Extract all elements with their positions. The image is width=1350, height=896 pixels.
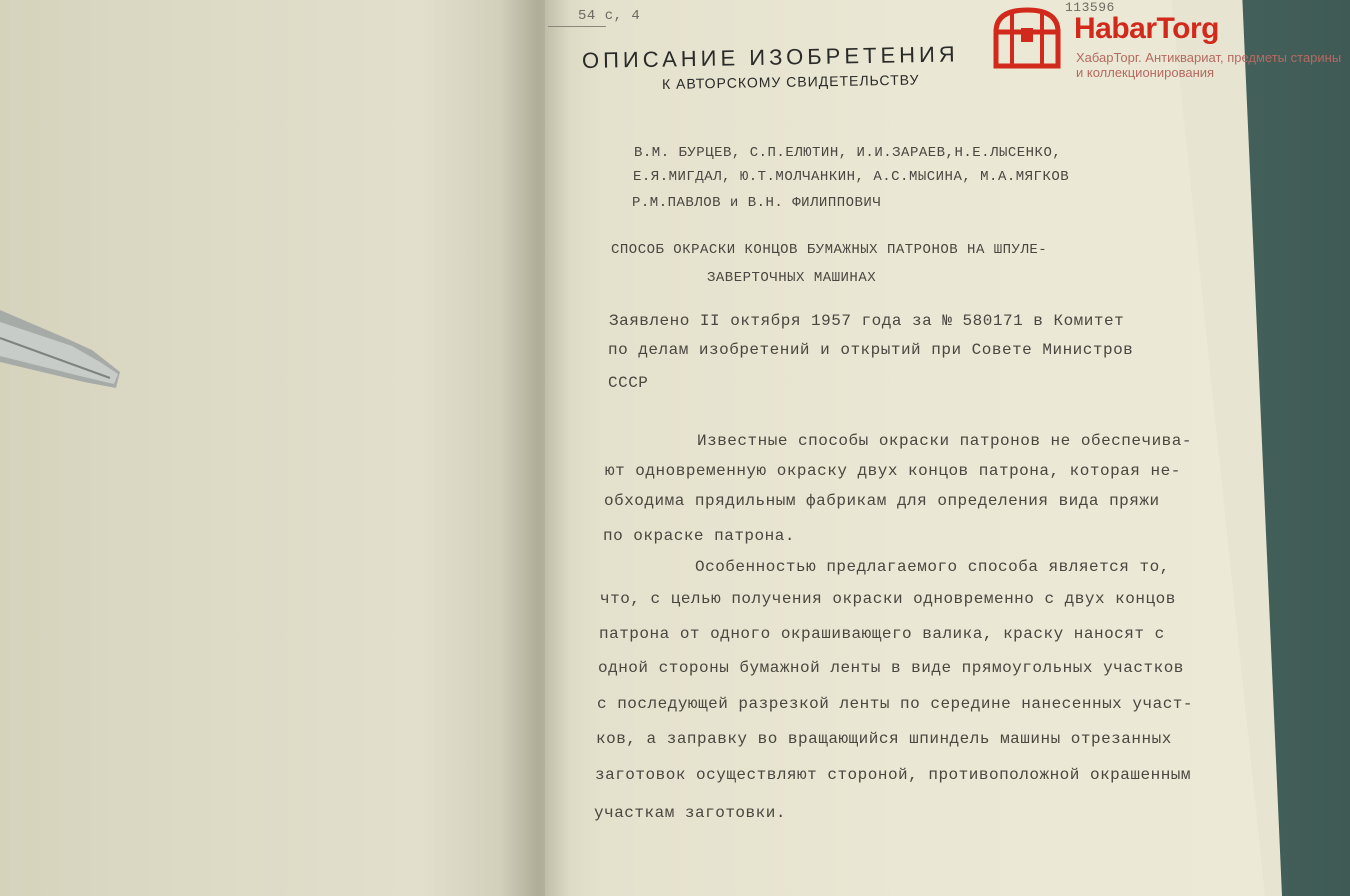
filing-line-1: Заявлено II октября 1957 года за № 580171 в Комитет bbox=[609, 312, 1125, 330]
paragraph2-line-5: с последующей разрезкой ленты по середине нанесенных участ- bbox=[597, 695, 1193, 713]
top-rule bbox=[548, 26, 606, 27]
habartorg-watermark bbox=[988, 4, 1348, 84]
paragraph2-line-2: что, с целью получения окраски одновременно с двух концов bbox=[600, 590, 1176, 608]
paragraph2-line-6: ков, а заправку во вращающийся шпиндель машины отрезанных bbox=[596, 730, 1172, 748]
authors-line-2: Е.Я.МИГДАЛ, Ю.Т.МОЛЧАНКИН, А.С.МЫСИНА, М.А.МЯГКОВ bbox=[633, 169, 1070, 185]
paragraph2-line-4: одной стороны бумажной ленты в виде прямоугольных участков bbox=[598, 659, 1184, 677]
paragraph2-line-7: заготовок осуществляют стороной, противоположной окрашенным bbox=[595, 766, 1191, 784]
title-line-1: СПОСОБ ОКРАСКИ КОНЦОВ БУМАЖНЫХ ПАТРОНОВ НА ШПУЛЕ- bbox=[611, 242, 1048, 258]
document-subheader: К АВТОРСКОМУ СВИДЕТЕЛЬСТВУ bbox=[661, 71, 920, 92]
paragraph1-line-1: Известные способы окраски патронов не обеспечива- bbox=[697, 432, 1192, 450]
document-number: 113596 bbox=[1065, 0, 1115, 15]
archive-page-number: 54 с, 4 bbox=[578, 8, 641, 24]
authors-line-3: Р.М.ПАВЛОВ и В.Н. ФИЛИППОВИЧ bbox=[632, 195, 882, 211]
title-line-2: ЗАВЕРТОЧНЫХ МАШИНАХ bbox=[707, 270, 877, 286]
paragraph2-line-1: Особенностью предлагаемого способа является то, bbox=[695, 558, 1170, 576]
filing-line-2: по делам изобретений и открытий при Совете Министров bbox=[608, 341, 1134, 359]
brand-tagline: ХабарТорг. Антиквариат, предметы старины и коллекционирования bbox=[1076, 50, 1342, 80]
paragraph1-line-2: ют одновременную окраску двух концов патрона, которая не- bbox=[605, 462, 1181, 480]
paragraph1-line-4: по окраске патрона. bbox=[603, 527, 795, 545]
metal-clip bbox=[0, 300, 125, 390]
authors-line-1: В.М. БУРЦЕВ, С.П.ЕЛЮТИН, И.И.ЗАРАЕВ,Н.Е.ЛЫСЕНКО, bbox=[634, 145, 1062, 161]
filing-line-3: СССР bbox=[608, 374, 649, 392]
paragraph2-line-3: патрона от одного окрашивающего валика, краску наносят с bbox=[599, 625, 1165, 643]
treasure-chest-icon bbox=[990, 6, 1064, 70]
brand-name: HabarTorg bbox=[1074, 12, 1219, 45]
paragraph1-line-3: обходима прядильным фабрикам для определения вида пряжи bbox=[604, 492, 1160, 510]
page-gutter bbox=[500, 0, 570, 896]
document-header: ОПИСАНИЕ ИЗОБРЕТЕНИЯ bbox=[581, 41, 959, 73]
paragraph2-line-8: участкам заготовки. bbox=[594, 804, 786, 822]
left-page bbox=[0, 0, 560, 896]
